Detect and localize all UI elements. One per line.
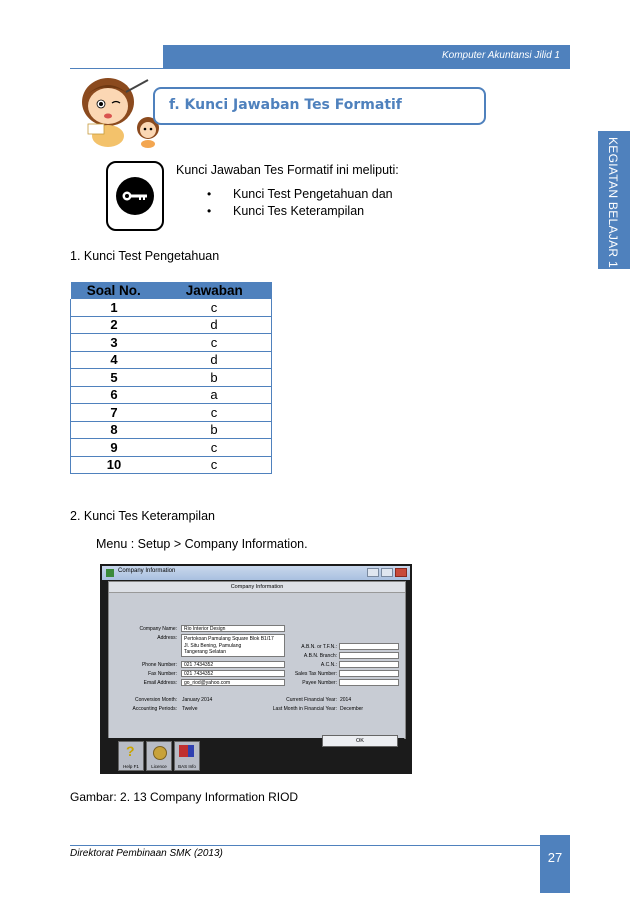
maximize-button[interactable]	[381, 568, 393, 577]
table-row	[71, 456, 272, 474]
address-line: Pertokoan Pamulang Square Blok B1/17	[184, 636, 274, 642]
sales-tax-label: Sales Tax Number:	[294, 671, 337, 677]
bullet-dot: •	[207, 204, 212, 218]
payee-label: Payee Number:	[302, 680, 337, 686]
address-field[interactable]	[181, 634, 285, 657]
accounting-periods-label: Accounting Periods:	[132, 706, 177, 712]
question-number: 1	[71, 299, 158, 316]
table-row	[71, 404, 272, 422]
licence-icon	[153, 746, 167, 760]
answer-value: c	[157, 334, 272, 352]
sales-tax-field[interactable]	[339, 670, 399, 677]
dialog-title: Company Information	[109, 582, 405, 593]
company-name-field[interactable]: Rio Interior Design	[181, 625, 285, 632]
bas-info-button[interactable]	[174, 741, 200, 771]
question-number: 2	[71, 316, 158, 334]
acn-field[interactable]	[339, 661, 399, 668]
licence-label: Licence	[151, 764, 167, 769]
help-label: Help F1	[123, 764, 139, 769]
abn-field[interactable]	[339, 643, 399, 650]
question-number: 3	[71, 334, 158, 352]
section-title: f. Kunci Jawaban Tes Formatif	[169, 97, 402, 113]
company-info-dialog	[108, 581, 406, 739]
financial-year-value: 2014	[340, 697, 352, 703]
company-info-screenshot	[100, 564, 412, 774]
question-number: 5	[71, 369, 158, 387]
ok-button[interactable]: OK	[322, 735, 398, 747]
company-name-label: Company Name:	[139, 626, 177, 632]
bas-info-icon	[179, 745, 188, 757]
answer-value: c	[157, 439, 272, 457]
bas-info-icon-part	[188, 745, 194, 757]
table-row	[71, 421, 272, 439]
question-number: 9	[71, 439, 158, 457]
side-tab	[598, 131, 630, 269]
table-header-answer: Jawaban	[157, 282, 272, 299]
last-month-label: Last Month in Financial Year:	[272, 706, 337, 712]
window-controls	[367, 568, 407, 577]
answer-value: b	[157, 421, 272, 439]
intro-bullet-2: Kunci Tes Keterampilan	[233, 204, 365, 218]
menu-path: Menu : Setup > Company Information.	[96, 537, 308, 551]
close-button[interactable]	[395, 568, 407, 577]
answer-value: d	[157, 351, 272, 369]
licence-button[interactable]	[146, 741, 172, 771]
footer-divider	[70, 845, 540, 846]
section-title-box	[153, 87, 486, 125]
payee-field[interactable]	[339, 679, 399, 686]
answer-value: c	[157, 456, 272, 474]
table-header-row	[71, 282, 272, 299]
header-divider	[70, 68, 570, 69]
table-row	[71, 316, 272, 334]
address-line: Jl. Situ Bening, Pamulang	[184, 642, 242, 649]
minimize-button[interactable]	[367, 568, 379, 577]
abn-branch-field[interactable]	[339, 652, 399, 659]
page-number: 27	[547, 850, 563, 865]
address-line: Tangerang Selatan	[184, 649, 226, 655]
financial-year-label: Current Financial Year:	[286, 697, 337, 703]
item1-heading: 1. Kunci Test Pengetahuan	[70, 249, 220, 263]
table-row	[71, 369, 272, 387]
fax-label: Fax Number:	[148, 671, 177, 677]
accounting-periods-value: Twelve	[182, 706, 198, 712]
table-header-no: Soal No.	[71, 282, 158, 299]
question-number: 4	[71, 351, 158, 369]
help-button[interactable]	[118, 741, 144, 771]
window-title: Company Information	[118, 568, 176, 574]
table-row	[71, 299, 272, 316]
page-number-box	[540, 835, 570, 893]
address-label: Address:	[157, 635, 177, 641]
question-number: 10	[71, 456, 158, 474]
answer-value: c	[157, 404, 272, 422]
last-month-value: December	[340, 706, 364, 712]
question-number: 7	[71, 404, 158, 422]
acn-label: A.C.N.:	[320, 662, 337, 668]
header-bar	[163, 45, 570, 69]
email-label: Email Address:	[143, 680, 177, 686]
answer-table	[70, 282, 272, 474]
figure-caption: Gambar: 2. 13 Company Information RIOD	[70, 790, 299, 804]
help-icon: ?	[126, 743, 135, 759]
bas-info-label: BAS Info	[178, 764, 196, 769]
window-titlebar	[102, 566, 410, 580]
abn-label: A.B.N. or T.F.N.:	[301, 644, 337, 650]
footer-text: Direktorat Pembinaan SMK (2013)	[70, 848, 223, 859]
app-icon	[106, 569, 114, 577]
abn-branch-label: A.B.N. Branch:	[303, 653, 337, 659]
fax-field[interactable]: 021 7434352	[181, 670, 285, 677]
answer-value: b	[157, 369, 272, 387]
table-row	[71, 439, 272, 457]
question-number: 6	[71, 386, 158, 404]
table-row	[71, 334, 272, 352]
conversion-month-label: Conversion Month:	[135, 697, 177, 703]
header-title: Komputer Akuntansi Jilid 1	[441, 50, 560, 61]
answer-value: a	[157, 386, 272, 404]
item2-heading: 2. Kunci Tes Keterampilan	[70, 509, 215, 523]
table-row	[71, 386, 272, 404]
question-number: 8	[71, 421, 158, 439]
side-tab-label: KEGIATAN BELAJAR 1	[606, 137, 620, 268]
phone-field[interactable]: 021 7434352	[181, 661, 285, 668]
intro-bullet-1: Kunci Test Pengetahuan dan	[233, 187, 393, 201]
answer-value: d	[157, 316, 272, 334]
conversion-month-value: January 2014	[182, 697, 213, 703]
email-field[interactable]: go_riod@yahoo.com	[181, 679, 285, 686]
key-icon	[108, 163, 162, 229]
bullet-dot: •	[207, 187, 212, 201]
phone-label: Phone Number:	[141, 662, 177, 668]
key-icon-box	[106, 161, 164, 231]
intro-text: Kunci Jawaban Tes Formatif ini meliputi:	[176, 163, 399, 177]
answer-value: c	[157, 299, 272, 316]
table-row	[71, 351, 272, 369]
